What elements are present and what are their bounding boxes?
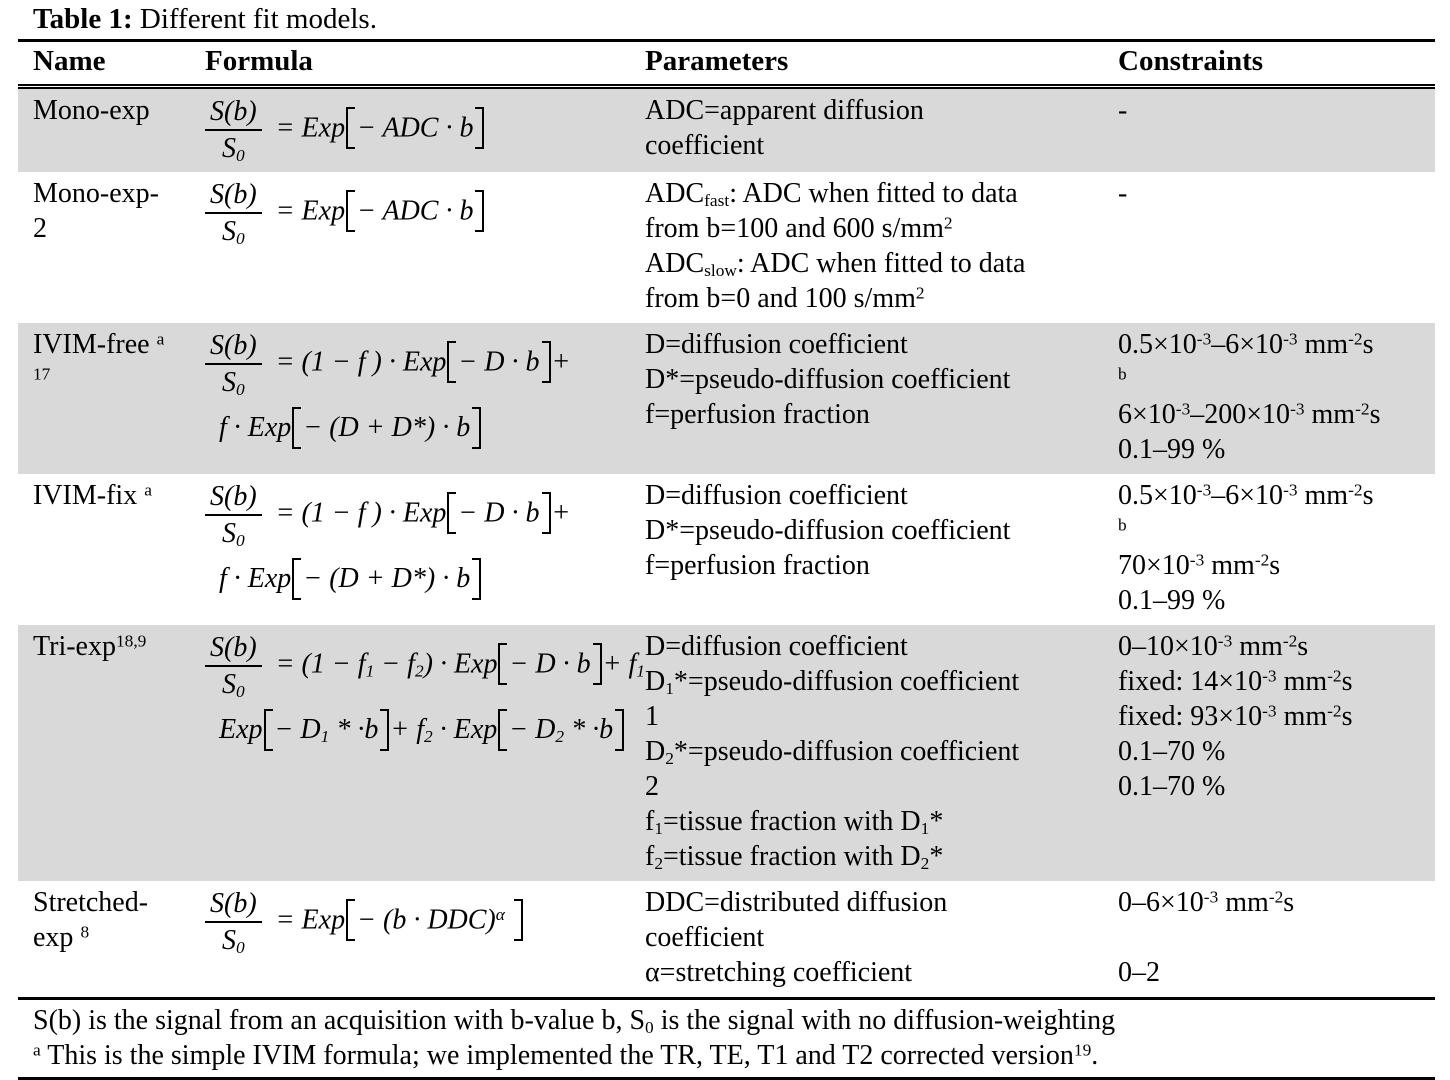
text-line: Mono-exp- xyxy=(33,178,159,210)
text-line: $f_1=tissue$ fraction with $D_1*$ xyxy=(645,806,944,838)
text-line: $\frac{S(b)}{S_0}$ = (1 − f ) · Exp − D · b + xyxy=(205,480,639,550)
cell-formula xyxy=(205,176,645,316)
text-line: D=diffusion coefficient xyxy=(645,480,908,512)
text-line: Tri-$\exp^{18,9}$ xyxy=(33,631,147,663)
fit-models-table xyxy=(18,39,1435,1080)
text-line: $\frac{S(b)}{S_0}$ = Exp − ADC · b xyxy=(205,178,639,248)
left-bracket xyxy=(447,492,456,534)
text-line: $0-10\times 10^{-3}$ $mm^{-2}s$ xyxy=(1118,631,1309,663)
text-line: fixed: $93\times 10^{-3}$ $mm^{-2}s$ xyxy=(1118,701,1353,733)
fraction: $\frac{S(b)}{S_0}$ xyxy=(205,887,262,957)
right-bracket xyxy=(542,492,551,534)
text-line: Mono-exp xyxy=(33,95,150,126)
text-line: $D_2*=pseudo$-diffusion coefficient xyxy=(645,736,1020,768)
cell-constraints xyxy=(1118,327,1435,467)
left-bracket xyxy=(498,709,507,751)
table-caption-label: Table 1: xyxy=(33,3,133,35)
fraction: $\frac{S(b)}{S_0}$ xyxy=(205,631,262,701)
table-row xyxy=(18,172,1435,323)
left-bracket xyxy=(346,190,355,232)
footnote: $^a$ This is the simple IVIM formula; we implemented the TR, TE, T1 and T2 corrected version$^{19}$. xyxy=(33,1040,1099,1072)
table-caption xyxy=(33,3,1450,35)
table-row xyxy=(18,881,1435,997)
cell-name xyxy=(18,176,205,316)
cell-name xyxy=(18,629,205,874)
fraction: $\frac{S(b)}{S_0}$ xyxy=(205,329,262,399)
text-line: 0.1–70 % xyxy=(1118,736,1226,768)
table-row xyxy=(18,625,1435,881)
text-line: $ADC_{slow}$: ADC when fitted to data xyxy=(645,248,1026,280)
text-line: from b=0 and 100 $s/mm^2$ xyxy=(645,283,925,315)
left-bracket xyxy=(498,643,507,685)
left-bracket xyxy=(292,558,301,600)
text-line: $0.5\times 10^{-3}-6\times 10^{-3}$ $mm^{-2}s$ xyxy=(1118,480,1374,512)
text-line: $\frac{S(b)}{S_0}$ = Exp − (b · DDC)$^\alpha$ xyxy=(205,887,639,957)
table-row xyxy=(18,89,1435,172)
text-line: Stretched- xyxy=(33,887,149,919)
right-bracket xyxy=(514,899,523,941)
table-row xyxy=(18,474,1435,625)
table-header-row xyxy=(18,39,1435,89)
table-body xyxy=(18,89,1435,997)
text-line: $\frac{S(b)}{S_0}$ = Exp − ADC · b xyxy=(205,95,639,165)
text-line: $\frac{S(b)}{S_0}$ = $(1 - f_1 - f_2)$ · Exp − $D \cdot b + f_1$ xyxy=(205,631,639,701)
cell-name xyxy=(18,885,205,990)
header-parameters: Parameters xyxy=(645,45,789,77)
right-bracket xyxy=(472,558,481,600)
text-line xyxy=(1118,920,1431,955)
right-bracket xyxy=(380,709,389,751)
cell-constraints xyxy=(1118,629,1435,874)
header-constraints: Constraints xyxy=(1118,45,1264,77)
fraction: $\frac{S(b)}{S_0}$ xyxy=(205,95,262,165)
text-line: 1 xyxy=(645,701,659,733)
header-name: Name xyxy=(33,45,106,77)
left-bracket xyxy=(264,709,273,751)
text-line: f · Exp − (D + D*) · b xyxy=(219,559,639,602)
fraction: $\frac{S(b)}{S_0}$ xyxy=(205,480,262,550)
header-formula: Formula xyxy=(205,45,313,77)
text-line: ADC=apparent diffusion xyxy=(645,95,924,126)
cell-parameters xyxy=(645,176,1118,316)
text-line: b xyxy=(1118,515,1127,535)
table-footnotes xyxy=(33,1000,1435,1077)
cell-name xyxy=(18,478,205,618)
cell-formula xyxy=(205,885,645,990)
text-line: f · Exp − (D + D*) · b xyxy=(219,408,639,451)
text-line: b xyxy=(1118,364,1127,384)
fraction: $\frac{S(b)}{S_0}$ xyxy=(205,178,262,248)
left-bracket xyxy=(346,899,355,941)
text-line: D*=pseudo-diffusion coefficient xyxy=(645,364,1011,396)
text-line: 0.1–99 % xyxy=(1118,585,1226,617)
text-line: 0–2 xyxy=(1118,957,1160,989)
table-row xyxy=(18,323,1435,474)
text-line: D=diffusion coefficient xyxy=(645,329,908,361)
cell-name xyxy=(18,93,205,165)
text-line: f=perfusion fraction xyxy=(645,399,870,431)
cell-formula xyxy=(205,327,645,467)
cell-formula xyxy=(205,93,645,165)
right-bracket xyxy=(615,709,624,751)
text-line: IVIM-fix $^a$ xyxy=(33,480,152,512)
text-line: Exp − $D_1 * \cdot b + f_2$ · Exp − $D_2 * \cdot b$ xyxy=(219,710,639,753)
text-line: D=diffusion coefficient xyxy=(645,631,908,663)
right-bracket xyxy=(542,341,551,383)
text-line: $f_2=tissue$ fraction with $D_2*$ xyxy=(645,841,944,873)
text-line: D*=pseudo-diffusion coefficient xyxy=(645,515,1011,547)
text-line: $D_1*=pseudo$-diffusion coefficient xyxy=(645,666,1020,698)
text-line: - xyxy=(1118,95,1128,126)
text-line: DDC=distributed diffusion xyxy=(645,887,948,919)
cell-name xyxy=(18,327,205,467)
text-line: exp $^8$ xyxy=(33,922,90,954)
cell-formula xyxy=(205,478,645,618)
cell-parameters xyxy=(645,93,1118,165)
text-line: 0.1–70 % xyxy=(1118,771,1226,803)
text-line: $6\times 10^{-3}-200\times 10^{-3}$ $mm^{-2}s$ xyxy=(1118,399,1381,431)
text-line: $0.5\times 10^{-3}-6\times 10^{-3}$ $mm^{-2}s$ xyxy=(1118,329,1374,361)
text-line: from b=100 and 600 $s/mm^2$ xyxy=(645,213,953,245)
cell-constraints xyxy=(1118,478,1435,618)
footnote: S(b) is the signal from an acquisition with b-value b, $S_0$ is the signal with no diffusion-weighting xyxy=(33,1005,1116,1037)
cell-constraints xyxy=(1118,176,1435,316)
text-line: f=perfusion fraction xyxy=(645,550,870,582)
cell-constraints xyxy=(1118,93,1435,165)
right-bracket xyxy=(593,643,602,685)
text-line: coefficient xyxy=(645,130,765,161)
cell-constraints xyxy=(1118,885,1435,990)
left-bracket xyxy=(292,407,301,449)
text-line: 0.1–99 % xyxy=(1118,434,1226,466)
text-line: $0-6\times 10^{-3}$ $mm^{-2}s$ xyxy=(1118,887,1295,919)
cell-parameters xyxy=(645,478,1118,618)
right-bracket xyxy=(472,407,481,449)
table-caption-text: Different fit models. xyxy=(132,3,377,35)
text-line: - xyxy=(1118,178,1128,210)
left-bracket xyxy=(447,341,456,383)
text-line: $ADC_{fast}$: ADC when fitted to data xyxy=(645,178,1018,210)
text-line: IVIM-free $^a$ xyxy=(33,329,165,361)
cell-parameters xyxy=(645,885,1118,990)
text-line: coefficient xyxy=(645,922,765,954)
text-line: 2 xyxy=(645,771,659,803)
right-bracket xyxy=(475,190,484,232)
text-line: 2 xyxy=(33,213,47,245)
text-line: fixed: $14\times 10^{-3}$ $mm^{-2}s$ xyxy=(1118,666,1353,698)
left-bracket xyxy=(346,107,355,149)
right-bracket xyxy=(475,107,484,149)
cell-parameters xyxy=(645,629,1118,874)
cell-formula xyxy=(205,629,645,874)
text-line: 17 xyxy=(33,364,51,384)
text-line: $\frac{S(b)}{S_0}$ = (1 − f ) · Exp − D · b + xyxy=(205,329,639,399)
text-line: α=stretching coefficient xyxy=(645,957,913,989)
cell-parameters xyxy=(645,327,1118,467)
text-line: $70\times 10^{-3}$ $mm^{-2}s$ xyxy=(1118,550,1281,582)
